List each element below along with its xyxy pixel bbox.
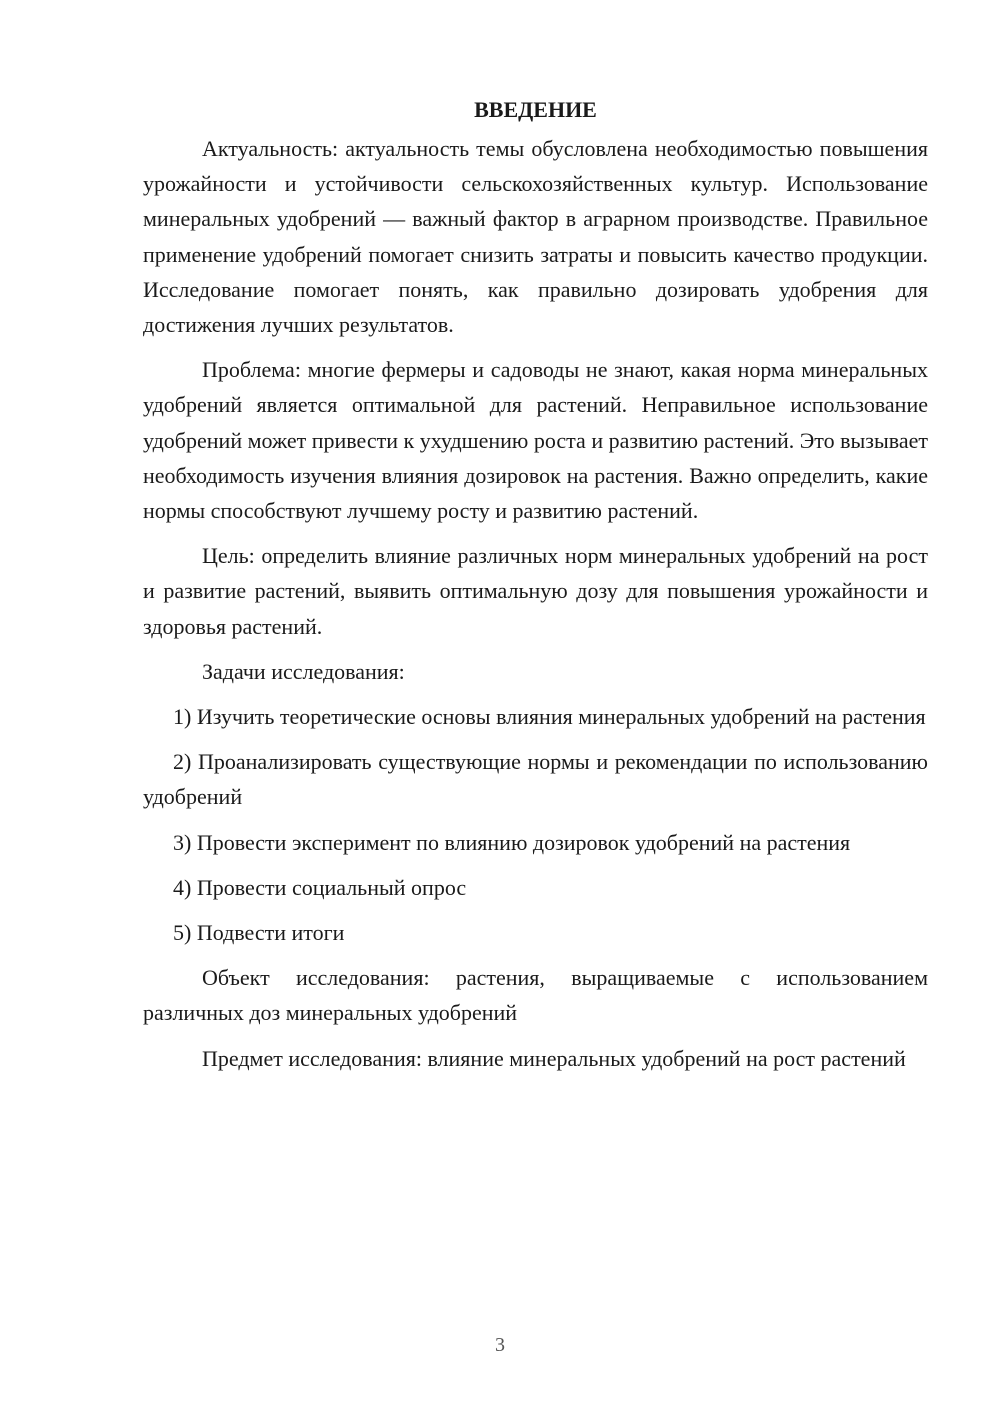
task-item-4: 4) Провести социальный опрос: [173, 874, 467, 900]
subject-paragraph: Предмет исследования: влияние минеральных удобрений на рост растений: [202, 1045, 906, 1071]
object-paragraph: Объект исследования: растения, выращиваемые с использованием различных доз минеральных удобрений: [143, 965, 928, 1026]
relevance-paragraph: Актуальность: актуальность темы обусловлена необходимостью повышения урожайности и устойчивости сельскохозяйственных культур. Использование минеральных удобрений — важный фактор в аграрном производстве. Правильное применение удобрений помогает снизить затраты и повысить качество продукции. Исследование помогает понять, как правильно дозировать удобрения для достижения лучших результатов.: [143, 136, 928, 338]
task-item-2: 2) Проанализировать существующие нормы и рекомендации по использованию удобрений: [143, 749, 928, 810]
task-item-1: 1) Изучить теоретические основы влияния минеральных удобрений на растения: [173, 704, 926, 730]
page-title: ВВЕДЕНИЕ: [474, 97, 597, 122]
document-page: [143, 92, 928, 1086]
task-item-3: 3) Провести эксперимент по влиянию дозировок удобрений на растения: [173, 829, 851, 855]
page-number: 3: [495, 1334, 505, 1356]
tasks-heading: Задачи исследования:: [202, 658, 405, 684]
problem-paragraph: Проблема: многие фермеры и садоводы не знают, какая норма минеральных удобрений является оптимальной для растений. Неправильное использование удобрений может привести к ухудшению роста и развитию растений. Это вызывает необходимость изучения влияния дозировок на растения. Важно определить, какие нормы способствуют лучшему росту и развитию растений.: [143, 357, 928, 524]
goal-paragraph: Цель: определить влияние различных норм минеральных удобрений на рост и развитие растений, выявить оптимальную дозу для повышения урожайности и здоровья растений.: [143, 543, 928, 639]
task-item-5: 5) Подвести итоги: [173, 920, 345, 946]
